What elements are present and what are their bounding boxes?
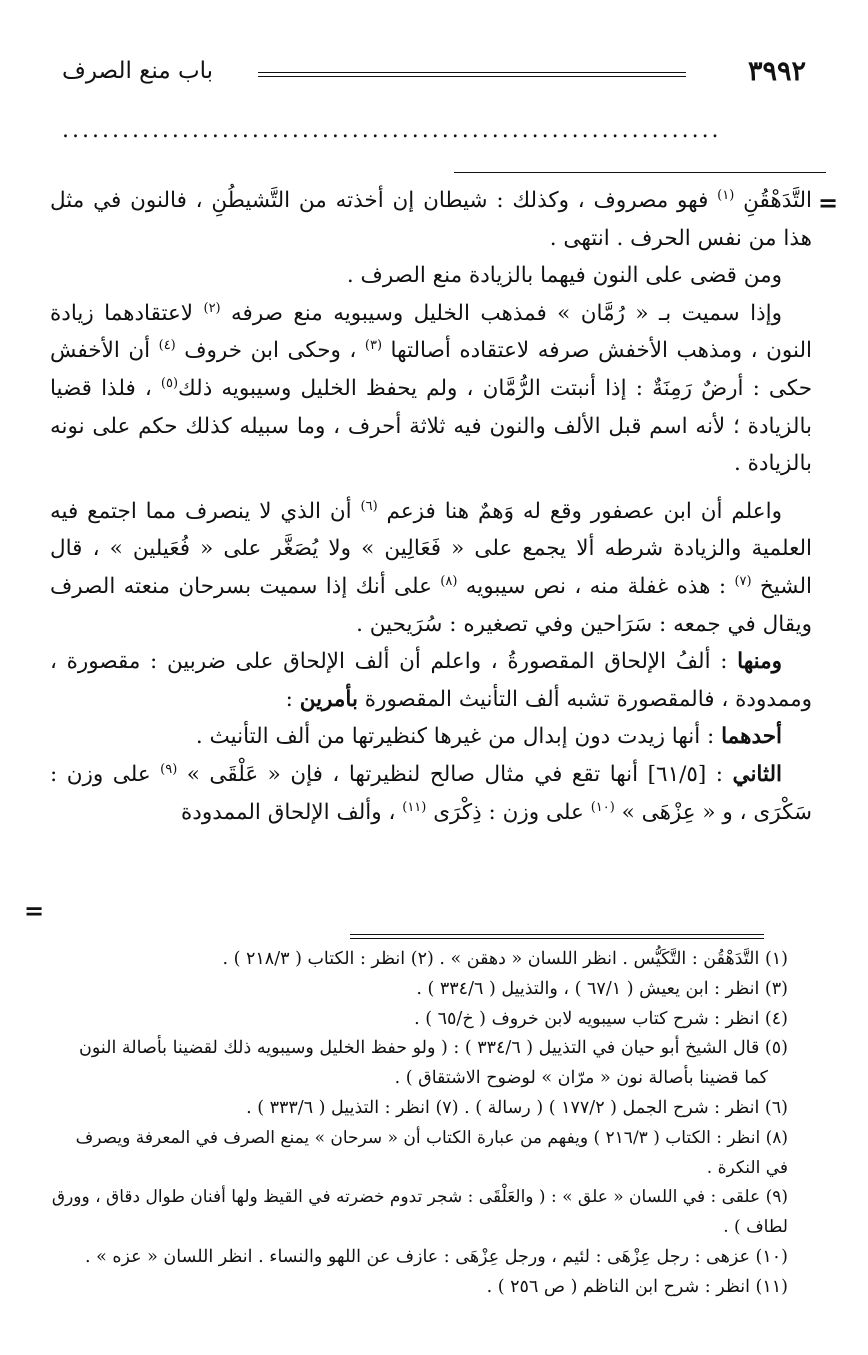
text-run: واعلم أن ابن عصفور وقع له وَهمٌ هنا فزعم	[377, 498, 782, 524]
text-run: على وزن : سَكْرَى ، و « عِزْهَى »	[50, 761, 812, 825]
footnote-rule	[350, 934, 764, 939]
footnote: (٨) انظر : الكتاب ( ٢١٦/٣ ) ويفهم من عبارة الكتاب أن « سرحان » يمنع الصرف في المعرفة ويصرف في النكرة .	[75, 1127, 788, 1178]
page-header	[62, 56, 806, 92]
bold-term: بأمرين	[299, 686, 358, 712]
bold-term: أحدهما	[721, 724, 782, 750]
separator-dots: ..................................................................	[62, 118, 722, 143]
footnote-ref-10: (١٠)	[590, 799, 615, 815]
footnote-ref-3: (٣)	[364, 338, 383, 354]
paragraph-5	[50, 643, 812, 718]
footnote: (١) التَّدَهْقُن : التَّكَيُّس . انظر اللسان « دهقن » . (٢) انظر : الكتاب ( ٢١٨/٣ ) .	[222, 949, 788, 969]
footnote: (٣) انظر : ابن يعيش ( ٦٧/١ ) ، والتذييل ( ٣٣٤/٦ ) .	[416, 978, 788, 999]
paragraph-6	[50, 718, 812, 756]
text-run: ، فلذا قضيا بالزيادة ؛ لأنه اسم قبل الألف والنون فيه ثلاثة أحرف ، وما سبيله كذلك حكم على نونه بالزيادة .	[50, 375, 812, 477]
footnote-ref-9: (٩)	[160, 761, 178, 777]
footnote-ref-5: (٥)	[160, 375, 179, 391]
text-run: : أنها زيدت دون إبدال من غيرها كنظيرتها من ألف التأنيث .	[195, 724, 722, 750]
top-rule	[454, 172, 826, 173]
footnote-ref-11: (١١)	[402, 799, 427, 815]
text-run: وإذا سميت بـ « رُمَّان » فمذهب الخليل وسيبويه منع صرفه	[220, 300, 783, 326]
paragraph-2: ومن قضى على النون فيهما بالزيادة منع الصرف .	[346, 263, 782, 289]
text-run: على وزن : ذِكْرَى	[426, 799, 591, 825]
footnote: (٤) انظر : شرح كتاب سيبويه لابن خروف ( خ/٦٥ ) .	[414, 1008, 788, 1029]
footnote: (٩) علقى : في اللسان « علق » : ( والعَلْقَى : شجر تدوم خضرته في القيظ ولها أفنان طوال دقاق ، وورق لطاف ) .	[51, 1187, 788, 1238]
footnote-ref-6: (٦)	[360, 498, 378, 514]
footnote-ref-2: (٢)	[203, 300, 221, 316]
text-run: ، وحكى ابن خروف	[175, 338, 365, 364]
paragraph-7	[50, 756, 812, 831]
page-number: ٣٩٩٢	[747, 56, 806, 87]
footnotes	[50, 945, 788, 1303]
text-run: : ألفُ الإلحاق المقصورةُ ، واعلم أن ألف الإلحاق على ضربين : مقصورة ، وممدودة ، فالمقصورة تشبه ألف التأنيث المقصورة	[50, 649, 812, 712]
footnote-ref-4: (٤)	[158, 338, 176, 354]
footnote-ref-7: (٧)	[734, 573, 752, 589]
footnote-ref-1: (١)	[717, 187, 735, 203]
text-run: : هذه غفلة منه ، نص سيبويه	[457, 573, 735, 599]
paragraph-1	[50, 182, 812, 257]
text-run: أن الذي لا ينصرف مما اجتمع فيه العلمية والزيادة شرطه ألا يجمع على « فَعَالِين » ولا يُصَغَّر على « فُعَيلين » ، قال الشيخ	[50, 498, 812, 599]
chapter-title: باب منع الصرف	[62, 58, 214, 84]
text-run: أن الأخفش حكى : أرضٌ رَمِنَةٌ : إذا أنبتت الرُّمَّان ، ولم يحفظ الخليل وسيبويه ذلك	[50, 338, 813, 401]
header-rule	[258, 72, 686, 77]
continuation-mark-bottom: =	[24, 896, 45, 925]
footnote: (١٠) عزهى : رجل عِزْهَى : لئيم ، ورجل عِزْهَى : عازف عن اللهو والنساء . انظر اللسان « عزه » .	[84, 1246, 788, 1267]
text-run: فهو مصروف ، وكذلك : شيطان إن أخذته من التَّشيطُنِ ، فالنون في مثل هذا من نفس الحرف . انتهى .	[50, 188, 812, 251]
text-run: :	[285, 686, 300, 712]
paragraph-3	[50, 295, 812, 483]
footnote-ref-8: (٨)	[440, 573, 458, 589]
text-run: ، وألف الإلحاق الممدودة	[181, 799, 403, 825]
bold-term: ومنها	[737, 649, 782, 675]
text-run: : [٦١/٥] أنها تقع في مثال صالح لنظيرتها ، فإن « عَلْقَى »	[177, 761, 733, 787]
text-run: التَّدَهْقُنِ	[734, 188, 813, 213]
text-run: على أنك إذا سميت بسرحان منعته الصرف ويقال في جمعه : سَرَاحين وفي تصغيره : سُرَيحين .	[50, 573, 812, 637]
continuation-mark-top: =	[818, 188, 839, 217]
footnote: (١١) انظر : شرح ابن الناظم ( ص ٢٥٦ ) .	[486, 1276, 788, 1297]
text-run: لاعتقادهما زيادة النون ، ومذهب الأخفش صرفه لاعتقاده أصالتها	[50, 300, 812, 364]
bold-term: الثاني	[732, 761, 782, 787]
footnote: (٥) قال الشيخ أبو حيان في التذييل ( ٣٣٤/٦ ) : ( ولو حفظ الخليل وسيبويه ذلك لقضينا بأصالة النون	[78, 1038, 788, 1059]
main-text	[50, 182, 812, 831]
paragraph-4	[50, 493, 812, 643]
footnote: (٦) انظر : شرح الجمل ( ١٧٧/٢ ) ( رسالة ) . (٧) انظر : التذييل ( ٣٣٣/٦ ) .	[246, 1097, 788, 1118]
footnote-continuation: كما قضينا بأصالة نون « مرّان » لوضوح الاشتقاق ) .	[394, 1068, 768, 1089]
